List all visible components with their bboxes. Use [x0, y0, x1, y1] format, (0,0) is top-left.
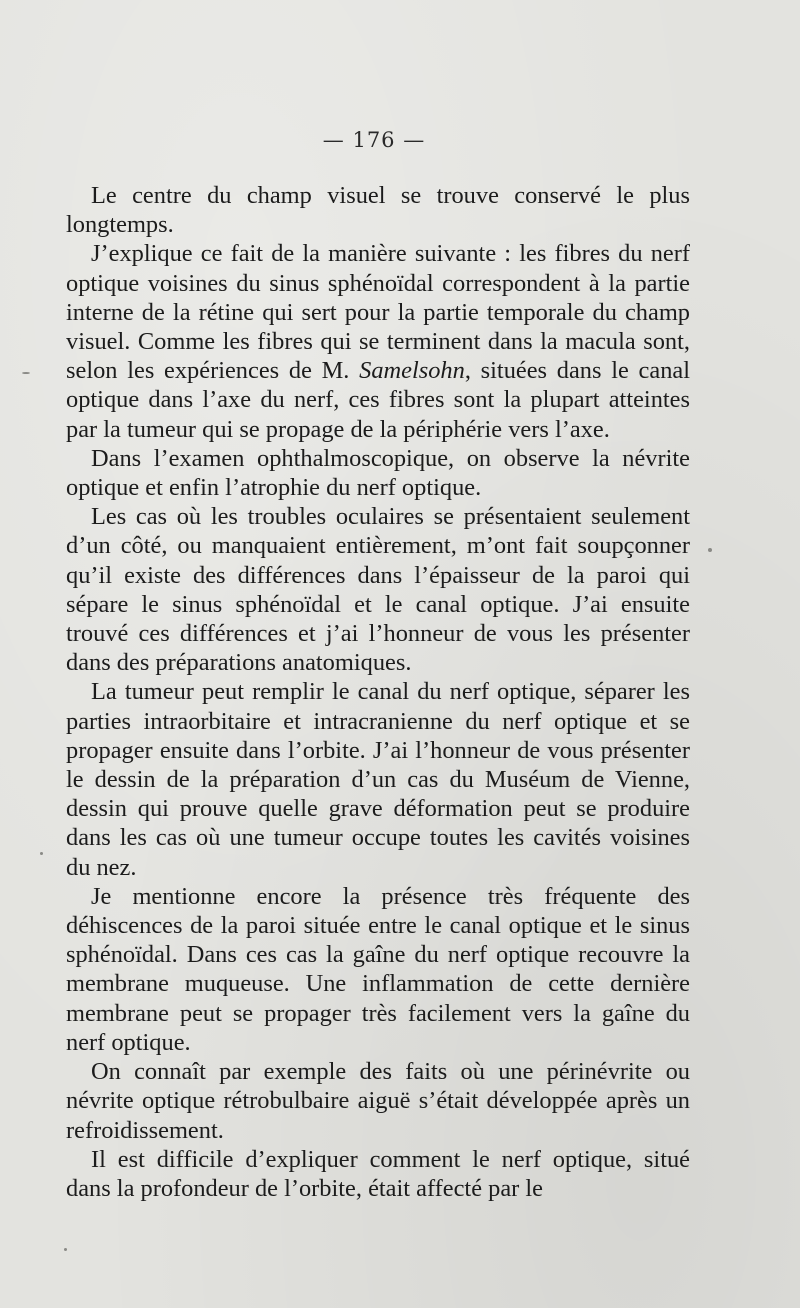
paragraph-2 — [66, 239, 690, 443]
author-name-italic: Samelsohn — [359, 357, 465, 385]
paragraph-3: Dans l’examen ophthalmoscopique, on observe la névrite optique et enfin l’atrophie du nerf optique. — [66, 444, 690, 502]
paper-speck — [22, 372, 30, 374]
body-text — [66, 181, 690, 1203]
paragraph-6: Je mentionne encore la présence très fréquente des déhiscences de la paroi située entre le canal optique et le sinus sphénoïdal. Dans ces cas la gaîne du nerf optique recouvre la membrane muqueuse. Une inflammation de cette dernière membrane peut se propager très facilement vers la gaîne du nerf optique. — [66, 882, 690, 1056]
paragraph-5: La tumeur peut remplir le canal du nerf optique, séparer les parties intraorbitaire et intracranienne du nerf optique et se propager ensuite dans l’orbite. J’ai l’honneur de vous présenter le dessin de la préparation d’un cas du Muséum de Vienne, dessin qui prouve quelle grave déformation peut se produire dans les cas où une tumeur occupe toutes les cavités voisines du nez. — [66, 678, 690, 881]
paragraph-1: Le centre du champ visuel se trouve conservé le plus longtemps. — [66, 182, 690, 239]
paper-speck — [708, 548, 712, 552]
paragraph-8: Il est difficile d’expliquer comment le nerf optique, situé dans la profondeur de l’orbite, était affecté par le — [66, 1145, 690, 1202]
paper-speck — [40, 852, 43, 855]
paragraph-7: On connaît par exemple des faits où une périnévrite ou névrite optique rétrobulbaire aiguë s’était développée après un refroidissement. — [66, 1058, 690, 1144]
paragraph-2-text-after: , situées dans le canal optique dans l’axe du nerf, ces fibres sont la plupart atteintes par la tumeur qui se propage de la périphérie vers l’axe. — [66, 357, 690, 443]
paragraph-2-text-before: J’explique ce fait de la manière suivante : les fibres du nerf optique voisines du sinus sphénoïdal correspondent à la partie interne de la rétine qui sert pour la partie temporale du champ visuel. Comme les fibres qui se terminent dans la macula sont, selon les expériences de M. — [66, 240, 690, 385]
page-number: — 176 — — [322, 128, 426, 152]
paragraph-4: Les cas où les troubles oculaires se présentaient seulement d’un côté, ou manquaient entièrement, m’ont fait soupçonner qu’il existe des différences dans l’épaisseur de la paroi qui sépare le sinus sphénoïdal et le canal optique. J’ai ensuite trouvé ces différences et j’ai l’honneur de vous les présenter dans des préparations anatomiques. — [66, 503, 690, 677]
paper-speck — [64, 1248, 67, 1251]
